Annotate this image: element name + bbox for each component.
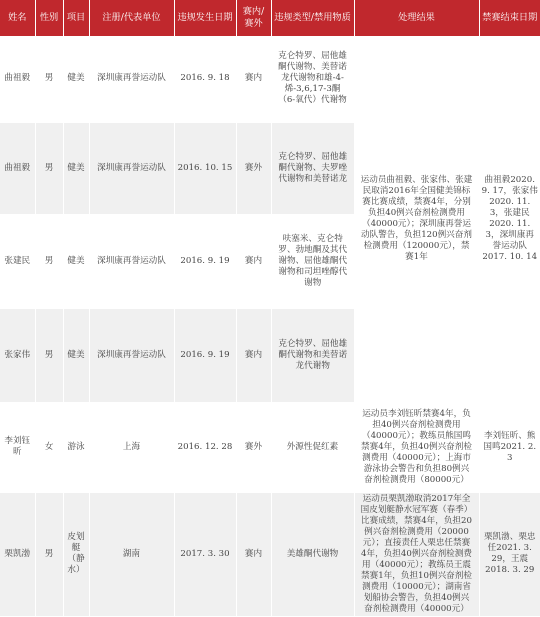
cell-sport: 健美 xyxy=(63,214,89,308)
cell-sport: 健美 xyxy=(63,122,89,214)
header-result: 处理结果 xyxy=(354,0,479,36)
cell-in-out: 赛内 xyxy=(236,308,271,402)
header-in-out: 赛内/赛外 xyxy=(236,0,271,36)
header-row xyxy=(0,0,540,36)
header-unit: 注册/代表单位 xyxy=(89,0,174,36)
cell-gender: 男 xyxy=(35,492,63,616)
header-gender: 性别 xyxy=(35,0,63,36)
header-date: 违规发生日期 xyxy=(174,0,236,36)
cell-name: 李刘钰昕 xyxy=(0,402,35,492)
cell-sport: 游泳 xyxy=(63,402,89,492)
cell-unit: 深圳康再誉运动队 xyxy=(89,308,174,402)
cell-date: 2016. 12. 28 xyxy=(174,402,236,492)
cell-end-date: 栗凯渤、栗忠任2021. 3. 29，王震2018. 3. 29 xyxy=(479,492,540,616)
cell-sport: 健美 xyxy=(63,36,89,122)
cell-end-date-merged: 曲祖毅2020. 9. 17，张家伟2020. 11. 3，张建民2020. 11. 3，深圳康再誉运动队2017. 10. 14 xyxy=(479,36,540,402)
cell-substance: 呋塞米、克仑特罗、勃地酮及其代谢物、屈他雄酮代谢物和司坦唑醇代谢物 xyxy=(271,214,354,308)
table-row xyxy=(0,402,540,492)
cell-in-out: 赛内 xyxy=(236,36,271,122)
table-row xyxy=(0,36,540,122)
cell-date: 2016. 9. 18 xyxy=(174,36,236,122)
cell-gender: 男 xyxy=(35,122,63,214)
cell-name: 曲祖毅 xyxy=(0,122,35,214)
cell-in-out: 赛外 xyxy=(236,402,271,492)
header-sport: 项目 xyxy=(63,0,89,36)
cell-unit: 深圳康再誉运动队 xyxy=(89,214,174,308)
cell-end-date: 李刘钰昕、熊国鸣2021. 2. 3 xyxy=(479,402,540,492)
header-substance: 违规类型/禁用物质 xyxy=(271,0,354,36)
cell-gender: 女 xyxy=(35,402,63,492)
cell-unit: 深圳康再誉运动队 xyxy=(89,36,174,122)
cell-name: 栗凯渤 xyxy=(0,492,35,616)
cell-gender: 男 xyxy=(35,36,63,122)
cell-name: 张家伟 xyxy=(0,308,35,402)
cell-gender: 男 xyxy=(35,214,63,308)
cell-in-out: 赛内 xyxy=(236,492,271,616)
cell-in-out: 赛内 xyxy=(236,214,271,308)
cell-result-merged: 运动员曲祖毅、张家伟、张建民取消2016年全国健美锦标赛比赛成绩，禁赛4年，分别负担40例兴奋剂检测费用（40000元）；深圳康再誉运动队警告，负担120例兴奋剂检测费用（120000元），禁赛1年 xyxy=(354,36,479,402)
cell-unit: 湖南 xyxy=(89,492,174,616)
cell-unit: 上海 xyxy=(89,402,174,492)
header-end-date: 禁赛结束日期 xyxy=(479,0,540,36)
cell-substance: 克仑特罗、屈他雄酮代谢物、美替诺龙代谢物和雄-4-烯-3,6,17-3酮（6-氧代）代谢物 xyxy=(271,36,354,122)
cell-date: 2016. 10. 15 xyxy=(174,122,236,214)
cell-result: 运动员李刘钰昕禁赛4年，负担40例兴奋剂检测费用（40000元）；教练员熊国鸣禁赛4年，负担40例兴奋剂检测费用（40000元）；上海市游泳协会警告和负担80例兴奋剂检测费用（80000元） xyxy=(354,402,479,492)
cell-gender: 男 xyxy=(35,308,63,402)
cell-substance: 美雄酮代谢物 xyxy=(271,492,354,616)
cell-date: 2016. 9. 19 xyxy=(174,308,236,402)
cell-date: 2016. 9. 19 xyxy=(174,214,236,308)
cell-name: 张建民 xyxy=(0,214,35,308)
cell-substance: 克仑特罗、屈他雄酮代谢物和美替诺龙代谢物 xyxy=(271,308,354,402)
cell-unit: 深圳康再誉运动队 xyxy=(89,122,174,214)
cell-in-out: 赛外 xyxy=(236,122,271,214)
cell-substance: 克仑特罗、屈他雄酮代谢物、夫罗唑代谢物和美替诺龙 xyxy=(271,122,354,214)
cell-name: 曲祖毅 xyxy=(0,36,35,122)
cell-sport: 健美 xyxy=(63,308,89,402)
cell-sport: 皮划艇（静水） xyxy=(63,492,89,616)
cell-date: 2017. 3. 30 xyxy=(174,492,236,616)
header-name: 姓名 xyxy=(0,0,35,36)
table-row xyxy=(0,492,540,616)
cell-substance: 外源性促红素 xyxy=(271,402,354,492)
cell-result: 运动员栗凯渤取消2017年全国皮划艇静水冠军赛（春季）比赛成绩，禁赛4年，负担20例兴奋剂检测费用（20000元）；直接责任人栗忠任禁赛4年，负担40例兴奋剂检测费用（40000元）；教练员王震禁赛1年，负担10例兴奋剂检测费用（10000元）；湖南省划船协会警告，负担40例兴奋剂检测费用（40000元） xyxy=(354,492,479,616)
